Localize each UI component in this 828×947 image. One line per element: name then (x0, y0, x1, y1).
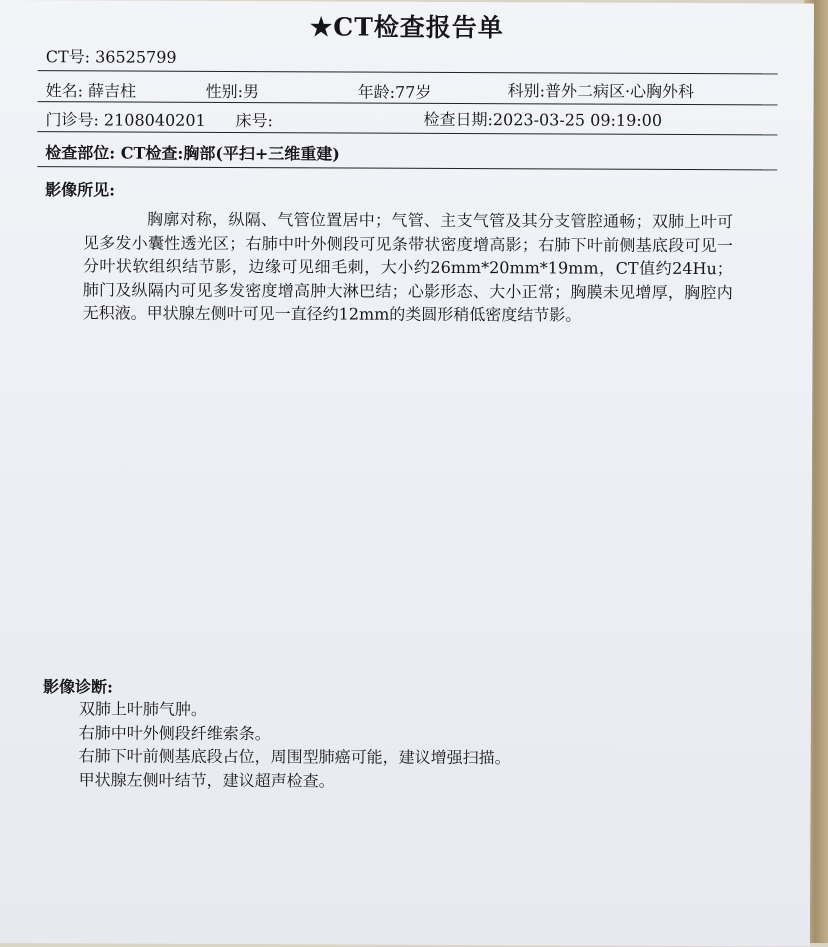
patient-name: 姓名: 薛吉柱 (45, 81, 137, 101)
diagnosis-list (79, 697, 511, 793)
diagnosis-item: 右肺下叶前侧基底段占位，周围型肺癌可能，建议增强扫描。 (78, 746, 511, 768)
exam-part: 检查部位: CT检查:胸部(平扫+三维重建) (45, 143, 340, 164)
patient-age: 年龄:77岁 (357, 82, 432, 102)
report-title: ★CT检查报告单 (309, 12, 504, 43)
department: 科别:普外二病区·心胸外科 (507, 81, 695, 102)
findings-text: 胸廓对称，纵隔、气管位置居中；气管、主支气管及其分支管腔通畅；双肺上叶可见多发小囊性透光区；右肺中叶外侧段可见条带状密度增高影；右肺下叶前侧基底段可见一分叶状软组织结节影，边缘可见细毛刺，大小约26mm*20mm*19mm，CT值约24Hu；肺门及纵隔内可见多发密度增高肿大淋巴结；心影形态、大小正常；胸膜未见增厚，胸腔内无积液。甲状腺左侧叶可见一直径约12mm的类圆形稍低密度结节影。 (82, 209, 734, 325)
patient-sex: 性别:男 (205, 81, 260, 102)
exam-date: 检查日期:2023-03-25 09:19:00 (423, 109, 663, 130)
findings-title: 影像所见: (45, 180, 116, 200)
divider-line (38, 70, 778, 74)
ct-number: CT号: 36525799 (45, 47, 177, 67)
divider-line (37, 131, 777, 135)
diagnosis-title: 影像诊断: (42, 677, 113, 697)
diagnosis-item: 双肺上叶肺气肿。 (78, 699, 207, 719)
outpatient-number: 门诊号: 2108040201 (45, 110, 206, 130)
diagnosis-item: 右肺中叶外侧段纤维索条。 (78, 722, 271, 743)
bed-number: 床号: (235, 111, 273, 131)
diagnosis-item: 甲状腺左侧叶结节，建议超声检查。 (78, 769, 335, 790)
divider-line (37, 166, 777, 170)
